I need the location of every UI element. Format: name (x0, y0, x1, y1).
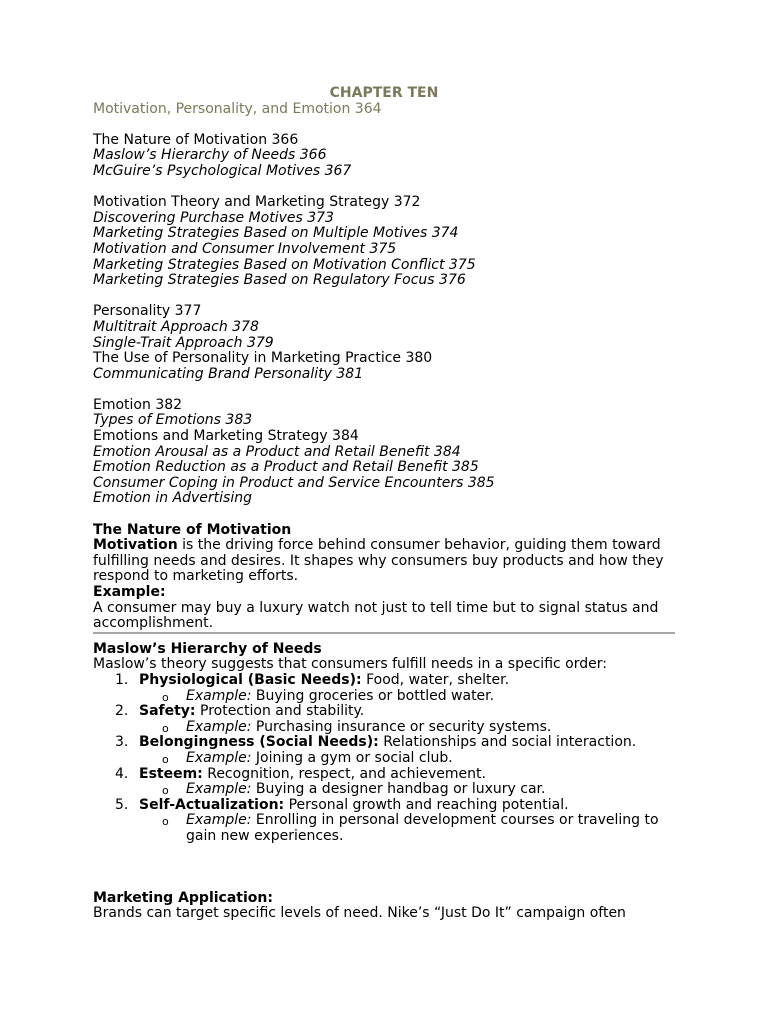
toc-entry: The Use of Personality in Marketing Practice 380 (93, 350, 433, 367)
toc-entry: Emotion 382 (93, 396, 183, 413)
need-name: Self-Actualization: (139, 796, 285, 813)
toc-personality (93, 304, 675, 382)
toc-entry: Marketing Strategies Based on Motivation Conflict 375 (93, 256, 476, 273)
marketing-section (93, 891, 675, 922)
sub-list-item (93, 782, 675, 798)
toc-entry: Marketing Strategies Based on Regulatory Focus 376 (93, 272, 466, 289)
section-heading: The Nature of Motivation (93, 521, 292, 538)
toc-entry: Motivation and Consumer Involvement 375 (93, 240, 397, 257)
list-number: 3. (115, 734, 129, 751)
sub-list-item (93, 689, 675, 705)
example-text: A consumer may buy a luxury watch not just to tell time but to signal status and accomplishment. (93, 599, 659, 632)
chapter-label: CHAPTER TEN (329, 85, 439, 101)
need-example: Purchasing insurance or security systems. (251, 718, 552, 735)
toc-entry: Multitrait Approach 378 (93, 318, 259, 335)
list-item (93, 735, 675, 751)
nature-section (93, 523, 675, 632)
section-heading: Marketing Application: (93, 889, 273, 906)
toc-entry: Emotions and Marketing Strategy 384 (93, 428, 359, 445)
maslow-section (93, 642, 675, 845)
toc-entry: Personality 377 (93, 303, 202, 320)
need-description: Relationships and social interaction. (378, 734, 637, 751)
need-name: Esteem: (139, 765, 203, 782)
toc-entry: Emotion Arousal as a Product and Retail Benefit 384 (93, 443, 461, 460)
document-content (93, 86, 675, 922)
toc-entry: Consumer Coping in Product and Service Encounters 385 (93, 474, 495, 491)
list-item (93, 798, 675, 814)
need-name: Belongingness (Social Needs): (139, 734, 379, 751)
toc-entry: McGuire’s Psychological Motives 367 (93, 162, 352, 179)
motivation-definition (93, 538, 675, 585)
circle-bullet-icon: o (162, 752, 169, 766)
toc-emotion (93, 398, 675, 507)
toc-entry: Single-Trait Approach 379 (93, 334, 274, 351)
toc-entry: Motivation Theory and Marketing Strategy 372 (93, 194, 421, 211)
need-name: Safety: (139, 703, 196, 720)
need-example: Enrolling in personal development courses or traveling to gain new experiences. (186, 812, 659, 844)
definition-text: is the driving force behind consumer behavior, guiding them toward fulfilling needs and desires. It shapes why consumers buy products and how they respond to marketing efforts. (93, 537, 664, 585)
list-number: 4. (115, 765, 129, 782)
example-prefix: Example: (186, 718, 252, 735)
horizontal-divider (93, 632, 675, 634)
toc-entry: Emotion in Advertising (93, 490, 252, 507)
example-prefix: Example: (186, 749, 252, 766)
toc-motivation (93, 133, 675, 180)
needs-list (93, 673, 675, 845)
maslow-intro: Maslow’s theory suggests that consumers fulfill needs in a specific order: (93, 656, 607, 673)
toc-strategy (93, 195, 675, 289)
need-description: Recognition, respect, and achievement. (202, 765, 486, 782)
example-prefix: Example: (186, 687, 252, 704)
sub-list-item (93, 751, 675, 767)
definition-term: Motivation (93, 537, 178, 554)
need-description: Protection and stability. (195, 703, 365, 720)
example-prefix: Example: (186, 781, 252, 798)
need-example: Joining a gym or social club. (251, 749, 453, 766)
toc-entry: Discovering Purchase Motives 373 (93, 209, 334, 226)
example-prefix: Example: (186, 812, 252, 829)
list-item (93, 767, 675, 783)
need-name: Physiological (Basic Needs): (139, 671, 362, 688)
sub-list-item (93, 813, 675, 844)
sub-list-item (93, 720, 675, 736)
circle-bullet-icon: o (162, 690, 169, 704)
list-number: 5. (115, 796, 129, 813)
need-example: Buying groceries or bottled water. (251, 687, 495, 704)
toc-entry: Emotion Reduction as a Product and Retail Benefit 385 (93, 459, 479, 476)
example-label: Example: (93, 584, 166, 600)
chapter-subtitle: Motivation, Personality, and Emotion 364 (93, 100, 382, 117)
section-heading: Maslow’s Hierarchy of Needs (93, 640, 322, 657)
toc-entry: The Nature of Motivation 366 (93, 131, 299, 148)
toc-entry: Maslow’s Hierarchy of Needs 366 (93, 147, 327, 164)
list-number: 2. (115, 703, 129, 720)
circle-bullet-icon: o (162, 721, 169, 735)
toc-entry: Communicating Brand Personality 381 (93, 365, 364, 382)
toc-entry: Marketing Strategies Based on Multiple Motives 374 (93, 225, 459, 242)
circle-bullet-icon: o (162, 784, 169, 798)
list-item (93, 673, 675, 689)
toc-entry: Types of Emotions 383 (93, 412, 253, 429)
marketing-text: Brands can target specific levels of need. Nike’s “Just Do It” campaign often (93, 905, 626, 922)
need-example: Buying a designer handbag or luxury car. (251, 781, 546, 798)
need-description: Food, water, shelter. (361, 671, 510, 688)
list-item (93, 704, 675, 720)
list-number: 1. (115, 671, 129, 688)
circle-bullet-icon: o (162, 815, 169, 829)
need-description: Personal growth and reaching potential. (284, 796, 569, 813)
